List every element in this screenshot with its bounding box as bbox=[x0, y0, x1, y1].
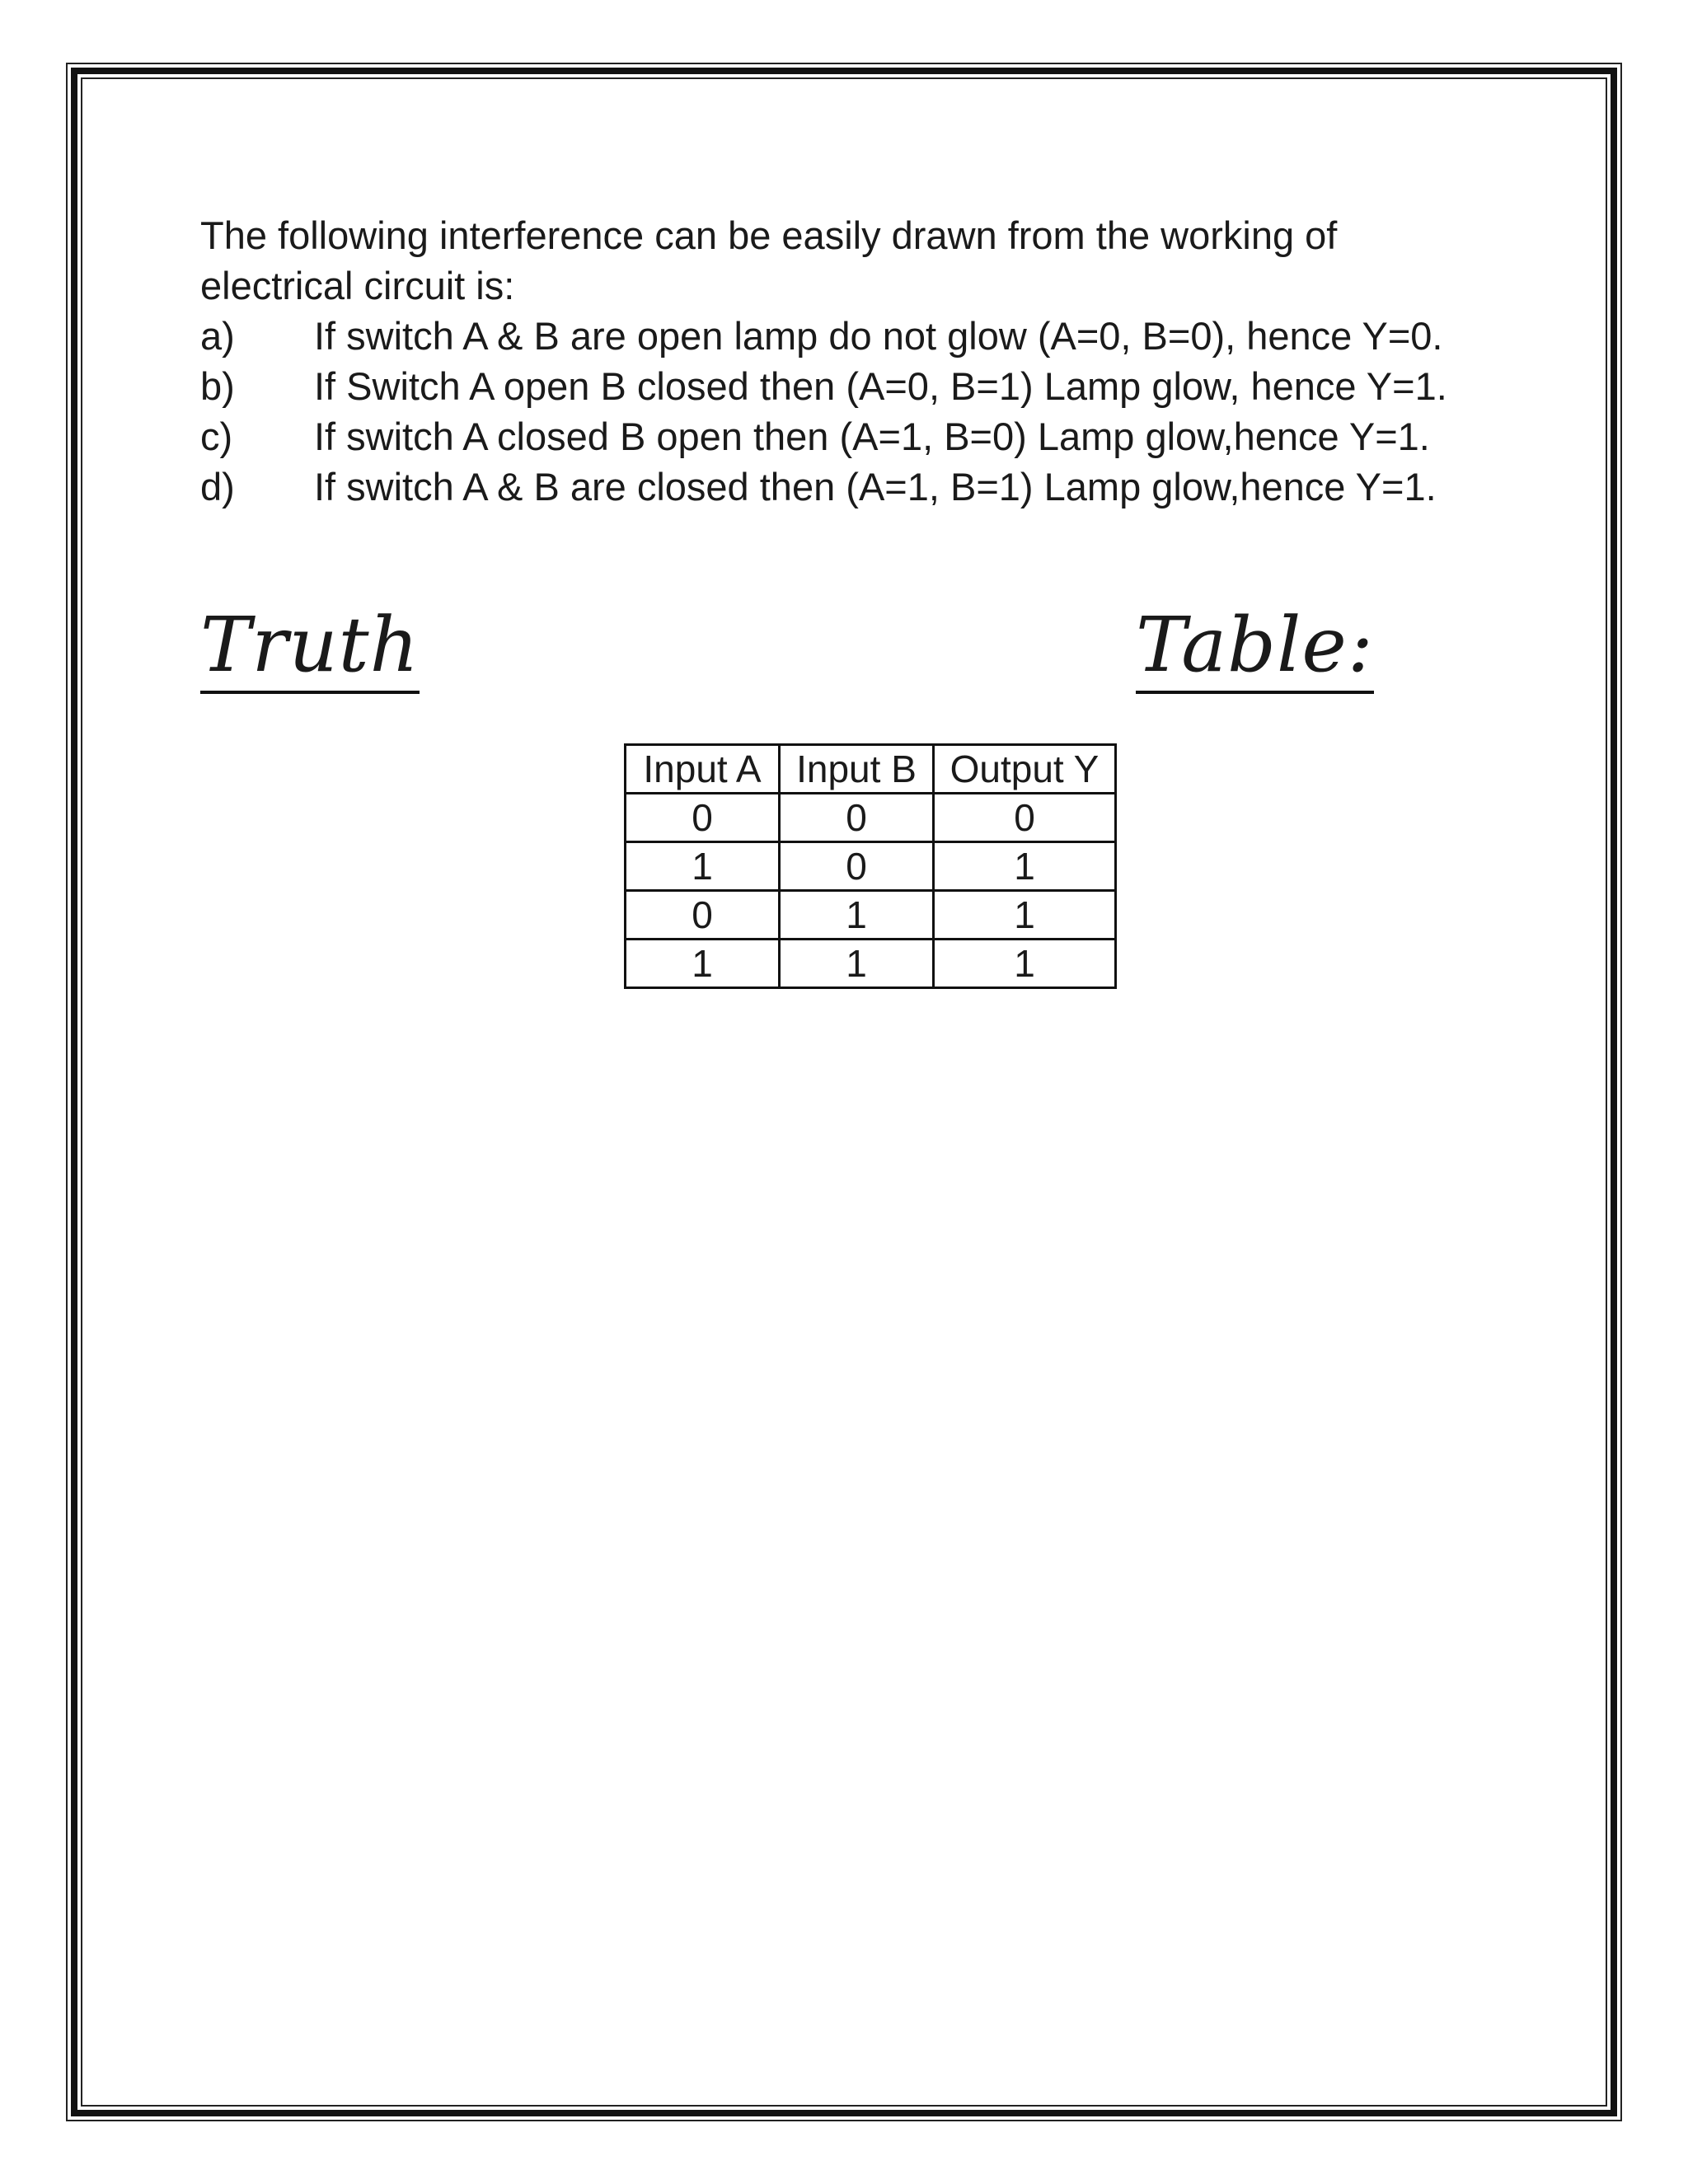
list-marker: a) bbox=[200, 314, 235, 358]
list-marker: b) bbox=[200, 364, 235, 408]
table-row bbox=[626, 794, 1116, 842]
table-row bbox=[626, 891, 1116, 940]
table-row bbox=[626, 842, 1116, 891]
table-cell: 1 bbox=[934, 940, 1116, 988]
table-cell: 1 bbox=[934, 842, 1116, 891]
list-marker: c) bbox=[200, 415, 233, 458]
table-cell: 1 bbox=[626, 940, 780, 988]
table-cell: 1 bbox=[780, 940, 934, 988]
table-cell: 0 bbox=[780, 794, 934, 842]
table-cell: 0 bbox=[934, 794, 1116, 842]
table-cell: 0 bbox=[626, 794, 780, 842]
table-cell: 1 bbox=[626, 842, 780, 891]
intro-paragraph: The following interference can be easily drawn from the working of electrical circuit is: bbox=[200, 213, 1338, 307]
table-cell: 1 bbox=[780, 891, 934, 940]
heading-truth: Truth bbox=[200, 600, 420, 694]
list-item-text: If Switch A open B closed then (A=0, B=1) Lamp glow, hence Y=1. bbox=[314, 364, 1447, 408]
column-header: Output Y bbox=[934, 745, 1116, 794]
table-cell: 1 bbox=[934, 891, 1116, 940]
list-item-text: If switch A & B are closed then (A=1, B=1) Lamp glow,hence Y=1. bbox=[314, 465, 1437, 509]
table-cell: 0 bbox=[626, 891, 780, 940]
table-cell: 0 bbox=[780, 842, 934, 891]
column-header: Input B bbox=[780, 745, 934, 794]
column-header: Input A bbox=[626, 745, 780, 794]
table-header-row bbox=[626, 745, 1116, 794]
table-row bbox=[626, 940, 1116, 988]
list-item-text: If switch A & B are open lamp do not glow (A=0, B=0), hence Y=0. bbox=[314, 314, 1443, 358]
truth-table bbox=[624, 743, 1117, 989]
list-marker: d) bbox=[200, 465, 235, 509]
heading-table: Table: bbox=[1136, 600, 1374, 694]
list-item-text: If switch A closed B open then (A=1, B=0) Lamp glow,hence Y=1. bbox=[314, 415, 1430, 458]
